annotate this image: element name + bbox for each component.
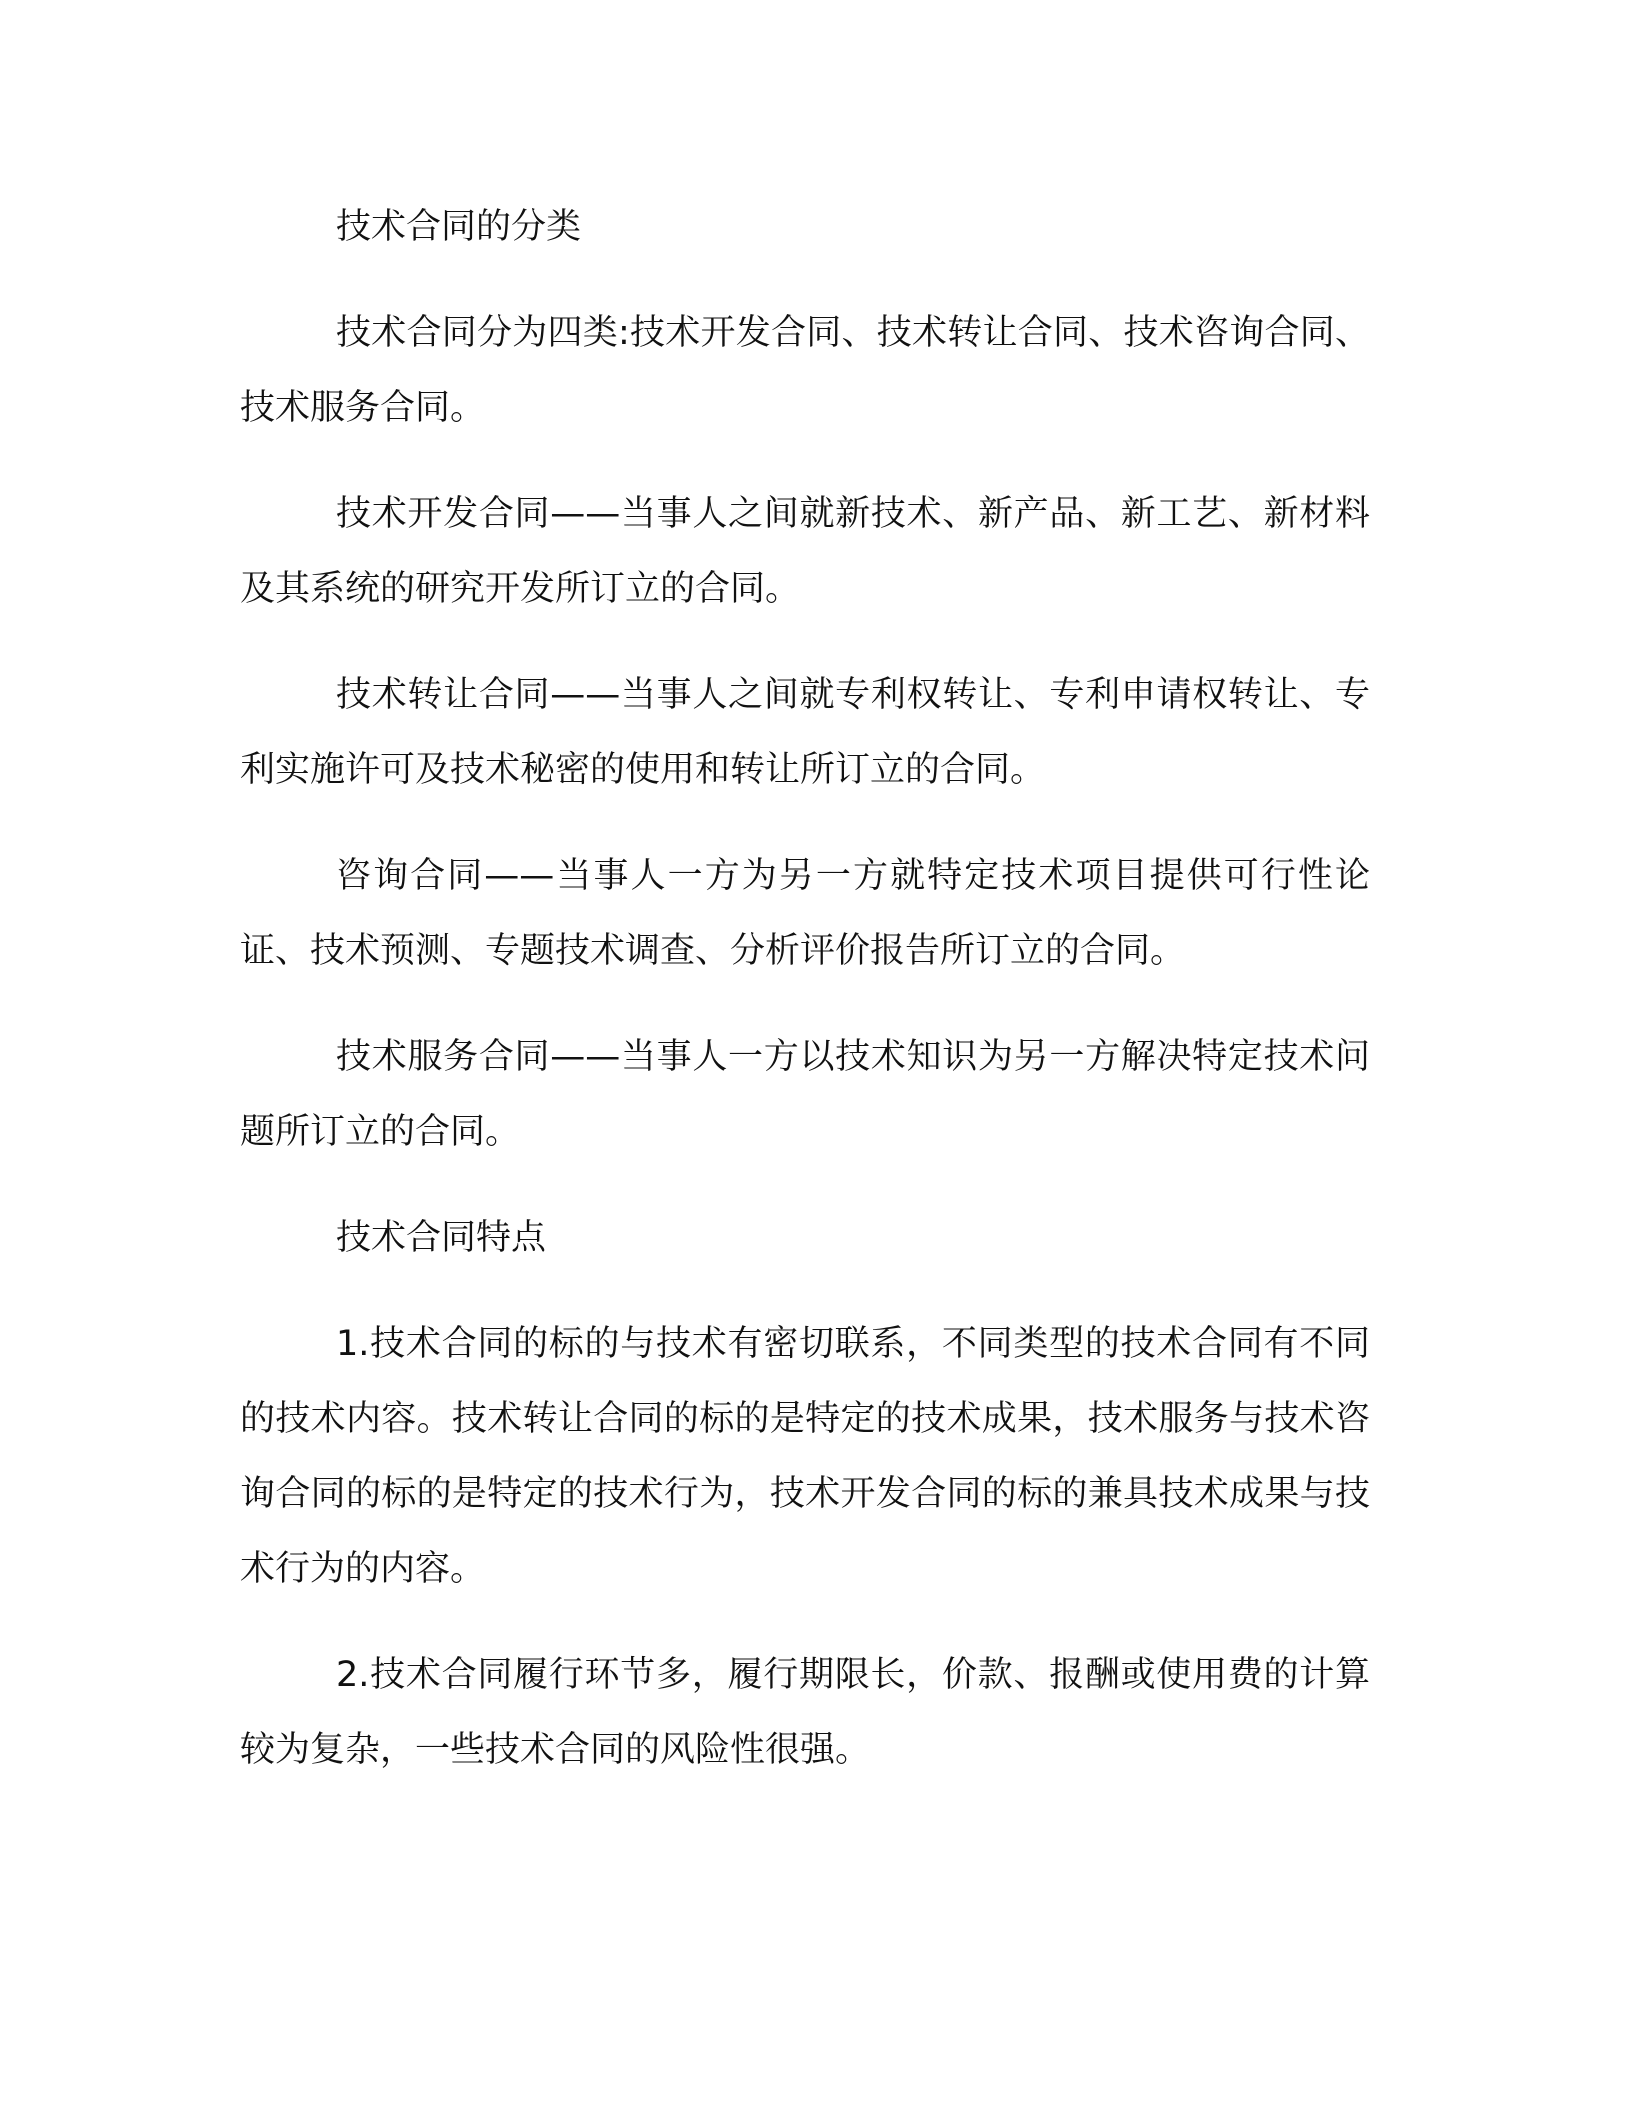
paragraph-four-types: 技术合同分为四类:技术开发合同、技术转让合同、技术咨询合同、技术服务合同。 <box>240 313 1370 428</box>
paragraph-transfer-contract: 技术转让合同——当事人之间就专利权转让、专利申请权转让、专利实施许可及技术秘密的使用和转让所订立的合同。 <box>240 675 1370 790</box>
paragraph-service-contract: 技术服务合同——当事人一方以技术知识为另一方解决特定技术问题所订立的合同。 <box>240 1037 1370 1152</box>
section-heading-classification: 技术合同的分类 <box>336 207 582 247</box>
paragraph-development-contract: 技术开发合同——当事人之间就新技术、新产品、新工艺、新材料及其系统的研究开发所订立的合同。 <box>240 494 1370 609</box>
section-heading-features: 技术合同特点 <box>336 1218 547 1258</box>
paragraph-feature-1: 1.技术合同的标的与技术有密切联系，不同类型的技术合同有不同的技术内容。技术转让合同的标的是特定的技术成果，技术服务与技术咨询合同的标的是特定的技术行为，技术开发合同的标的兼具技术成果与技术行为的内容。 <box>240 1324 1370 1589</box>
paragraph-feature-2: 2.技术合同履行环节多，履行期限长，价款、报酬或使用费的计算较为复杂，一些技术合同的风险性很强。 <box>240 1655 1370 1770</box>
document-body <box>240 190 1370 1819</box>
paragraph-consulting-contract: 咨询合同——当事人一方为另一方就特定技术项目提供可行性论证、技术预测、专题技术调查、分析评价报告所订立的合同。 <box>240 856 1370 971</box>
